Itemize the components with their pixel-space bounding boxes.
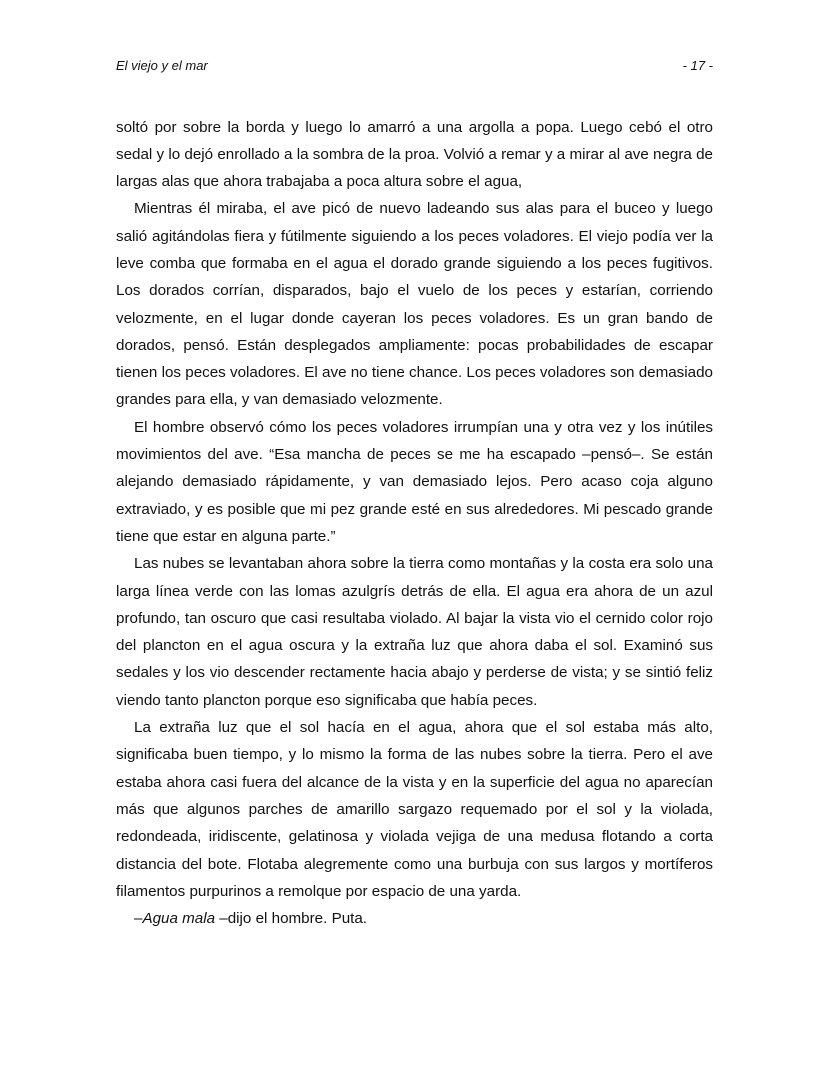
paragraph: El hombre observó cómo los peces voladores irrumpían una y otra vez y los inútiles movimientos del ave. “Esa mancha de peces se me ha escapado –pensó–. Se están alejando demasiado rápidamente, y van demasiado lejos. Pero acaso coja alguno extraviado, y es posible que mi pez grande esté en sus alrededores. Mi pescado grande tiene que estar en alguna parte.”	[116, 418, 713, 545]
page-number: - 17 -	[682, 58, 713, 73]
book-title: El viejo y el mar	[116, 58, 208, 73]
running-header	[116, 57, 713, 75]
paragraph: La extraña luz que el sol hacía en el agua, ahora que el sol estaba más alto, significaba buen tiempo, y lo mismo la forma de las nubes sobre la tierra. Pero el ave estaba ahora casi fuera del alcance de la vista y en la superficie del agua no aparecían más que algunos parches de amarillo sargazo requemado por el sol y la violada, redondeada, iridiscente, gelatinosa y violada vejiga de una medusa flotando a corta distancia del bote. Flotaba alegremente como una burbuja con sus largos y mortíferos filamentos purpurinos a remolque por espacio de una yarda.	[116, 719, 713, 900]
body-text	[116, 114, 713, 933]
paragraph: Mientras él miraba, el ave picó de nuevo ladeando sus alas para el buceo y luego salió agitándolas fiera y fútilmente siguiendo a los peces voladores. El viejo podía ver la leve comba que formaba en el agua el dorado grande siguiendo a los peces fugitivos. Los dorados corrían, disparados, bajo el vuelo de los peces y estarían, corriendo velozmente, en el lugar donde cayeran los peces voladores. Es un gran bando de dorados, pensó. Están desplegados ampliamente: pocas probabilidades de escapar tienen los peces voladores. El ave no tiene chance. Los peces voladores son demasiado grandes para ella, y van demasiado velozmente.	[116, 200, 713, 409]
dialogue-paragraph	[116, 905, 713, 932]
dialogue-dash: –	[134, 910, 143, 928]
dialogue-rest: –dijo el hombre. Puta.	[215, 910, 368, 928]
dialogue-italic-phrase: Agua mala	[142, 910, 216, 928]
paragraph: Las nubes se levantaban ahora sobre la tierra como montañas y la costa era solo una larga línea verde con las lomas azulgrís detrás de ella. El agua era ahora de un azul profundo, tan oscuro que casi resultaba violado. Al bajar la vista vio el cernido color rojo del plancton en el agua oscura y la extraña luz que ahora daba el sol. Examinó sus sedales y los vio descender rectamente hacia abajo y perderse de vista; y se sintió feliz viendo tanto plancton porque eso significaba que había peces.	[116, 555, 713, 709]
paragraph-continuation: soltó por sobre la borda y luego lo amarró a una argolla a popa. Luego cebó el otro sedal y lo dejó enrollado a la sombra de la proa. Volvió a remar y a mirar al ave negra de largas alas que ahora trabajaba a poca altura sobre el agua,	[116, 118, 713, 191]
